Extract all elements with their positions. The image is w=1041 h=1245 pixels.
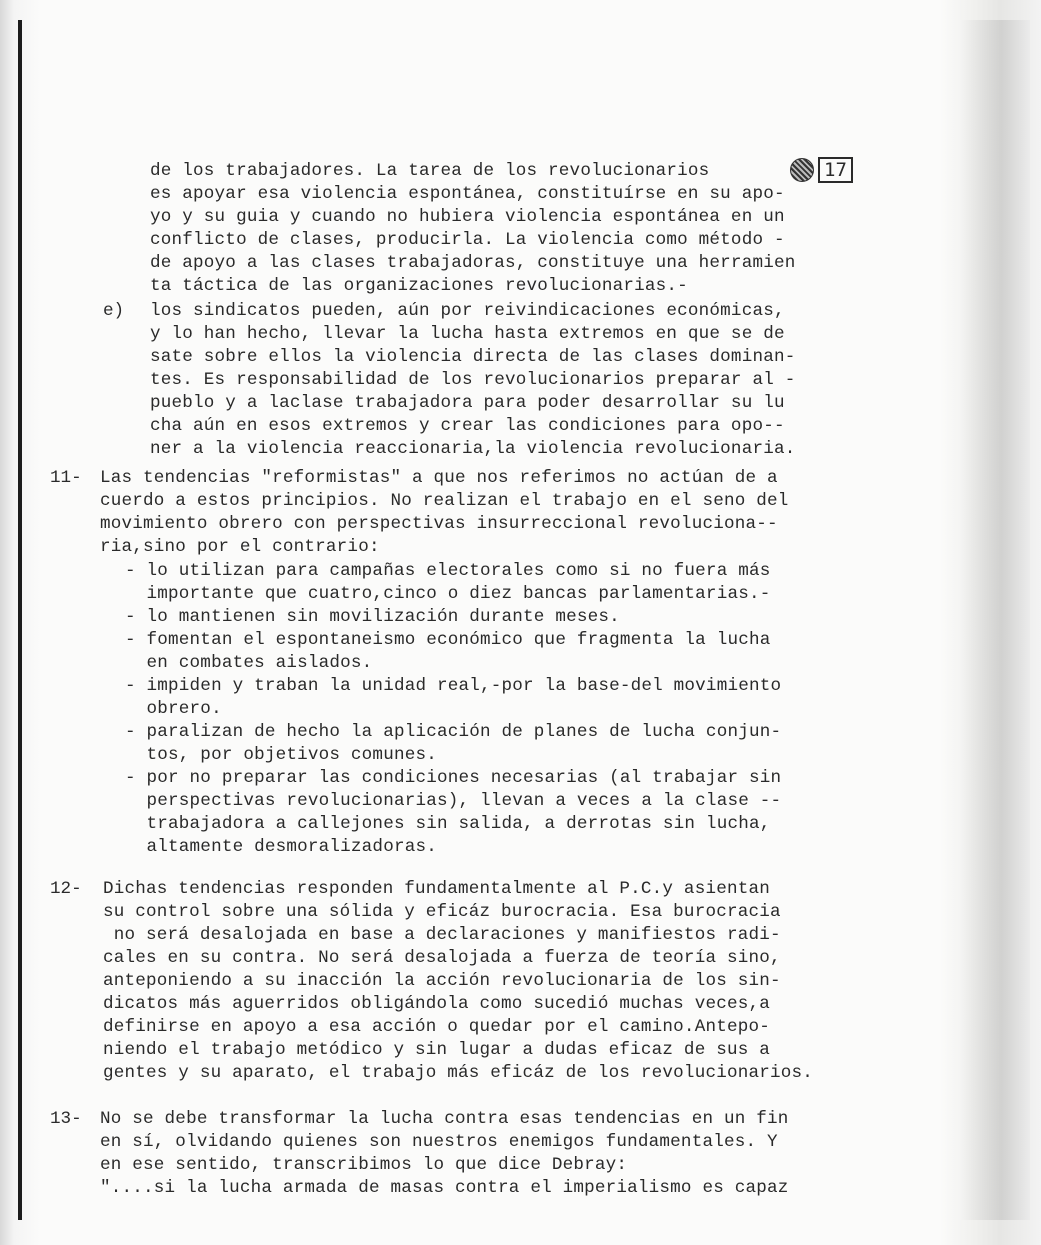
text-line: dicatos más aguerridos obligándola como sucedió muchas veces,a (103, 994, 770, 1014)
paragraph-marker: 13- (50, 1109, 82, 1129)
text-line: no será desalojada en base a declaraciones y manifiestos radi- (103, 925, 781, 945)
text-line: perspectivas revolucionarias), llevan a veces a la clase -- (125, 791, 782, 811)
text-line: de apoyo a las clases trabajadoras, constituye una herramien (150, 253, 796, 273)
page-number: 17 (818, 157, 853, 183)
paragraph-marker: 11- (50, 468, 82, 488)
text-line: No se debe transformar la lucha contra esas tendencias en un fin (100, 1109, 789, 1129)
text-line: Dichas tendencias responden fundamentalmente al P.C.y asientan (103, 879, 770, 899)
text-line: anteponiendo a su inacción la acción revolucionaria de los sin- (103, 971, 781, 991)
text-line: tos, por objetivos comunes. (125, 745, 437, 765)
paragraph-marker: e) (103, 301, 125, 321)
text-line: - impiden y traban la unidad real,-por la base-del movimiento (125, 676, 782, 696)
text-line: cha aún en esos extremos y crear las condiciones para opo-- (150, 416, 785, 436)
text-line: trabajadora a callejones sin salida, a derrotas sin lucha, (125, 814, 771, 834)
page-shadow (960, 20, 1030, 1220)
text-line: ria,sino por el contrario: (100, 537, 380, 557)
text-line: en ese sentido, transcribimos lo que dice Debray: (100, 1155, 628, 1175)
text-line: pueblo y a laclase trabajadora para poder desarrollar su lu (150, 393, 785, 413)
text-line: en combates aislados. (125, 653, 373, 673)
text-line: los sindicatos pueden, aún por reivindicaciones económicas, (150, 301, 785, 321)
text-line: - fomentan el espontaneismo económico que fragmenta la lucha (125, 630, 771, 650)
text-line: en sí, olvidando quienes son nuestros enemigos fundamentales. Y (100, 1132, 778, 1152)
text-line: su control sobre una sólida y eficáz burocracia. Esa burocracia (103, 902, 781, 922)
text-line: sate sobre ellos la violencia directa de las clases dominan- (150, 347, 796, 367)
text-line: yo y su guia y cuando no hubiera violencia espontánea en un (150, 207, 785, 227)
seal-stamp-icon (790, 158, 814, 182)
text-line: Las tendencias "reformistas" a que nos referimos no actúan de a (100, 468, 778, 488)
text-line: ta táctica de las organizaciones revolucionarias.- (150, 276, 688, 296)
text-line: - por no preparar las condiciones necesarias (al trabajar sin (125, 768, 782, 788)
text-line: importante que cuatro,cinco o diez bancas parlamentarias.- (125, 584, 771, 604)
text-line: niendo el trabajo metódico y sin lugar a dudas eficaz de sus a (103, 1040, 770, 1060)
text-line: movimiento obrero con perspectivas insurreccional revoluciona-- (100, 514, 778, 534)
page-number-stamp (790, 157, 853, 183)
text-line: conflicto de clases, producirla. La violencia como método - (150, 230, 785, 250)
text-line: - lo utilizan para campañas electorales como si no fuera más (125, 561, 771, 581)
text-line: gentes y su aparato, el trabajo más eficáz de los revolucionarios. (103, 1063, 814, 1083)
text-line: - paralizan de hecho la aplicación de planes de lucha conjun- (125, 722, 782, 742)
text-line: - lo mantienen sin movilización durante meses. (125, 607, 620, 627)
text-line: cales en su contra. No será desalojada a fuerza de teoría sino, (103, 948, 781, 968)
text-line: tes. Es responsabilidad de los revolucionarios preparar al - (150, 370, 796, 390)
text-line: "....si la lucha armada de masas contra el imperialismo es capaz (100, 1178, 789, 1198)
text-line: y lo han hecho, llevar la lucha hasta extremos en que se de (150, 324, 785, 344)
text-line: obrero. (125, 699, 222, 719)
binding-edge (18, 20, 22, 1220)
text-line: de los trabajadores. La tarea de los revolucionarios (150, 161, 710, 181)
text-line: ner a la violencia reaccionaria,la violencia revolucionaria. (150, 439, 796, 459)
text-line: definirse en apoyo a esa acción o quedar por el camino.Antepo- (103, 1017, 770, 1037)
text-line: es apoyar esa violencia espontánea, constituírse en su apo- (150, 184, 785, 204)
text-line: cuerdo a estos principios. No realizan el trabajo en el seno del (100, 491, 789, 511)
text-line: altamente desmoralizadoras. (125, 837, 437, 857)
paragraph-marker: 12- (50, 879, 82, 899)
